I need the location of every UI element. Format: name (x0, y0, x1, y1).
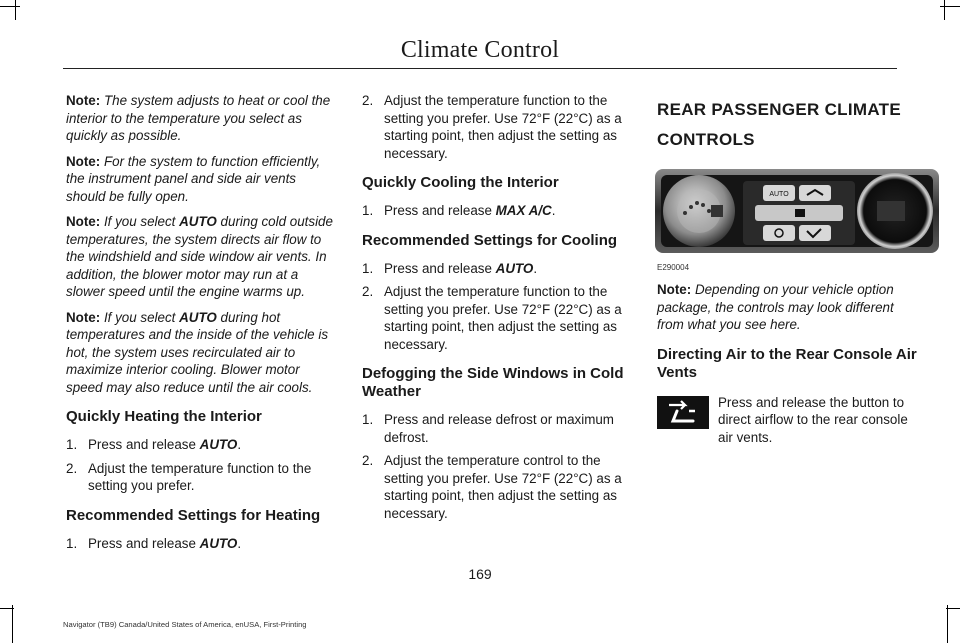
note-auto-cold: Note: If you select AUTO during cold outside temperatures, the system directs air flow to the windshield and side window air vents. In addition, the blower motor may run at a slower speed until the engine warms up. (66, 214, 333, 299)
note-option-package: Note: Depending on your vehicle option package, the controls may look different from what you see here. (657, 282, 894, 332)
list-item: 2. Adjust the temperature control to the setting you prefer. Use 72°F (22°C) as a starting point, then adjust the setting as necessary. (362, 453, 622, 521)
list-item: 1. Press and release defrost or maximum defrost. (362, 412, 614, 445)
column-right (657, 97, 919, 446)
list-item: 2. Adjust the temperature function to the setting you prefer. Use 72°F (22°C) as a starting point, then adjust the setting as necessary. (362, 284, 622, 352)
note-auto-hot: Note: If you select AUTO during hot temperatures and the inside of the vehicle is hot, the system uses recirculated air to maximize interior cooling. Blower motor speed may also reduce until the air cools. (66, 309, 329, 395)
heading-quick-cooling: Quickly Cooling the Interior (362, 174, 559, 191)
crop-mark (946, 608, 960, 609)
vent-instruction (657, 394, 919, 447)
vent-instruction-text: Press and release the button to direct airflow to the rear console air vents. (718, 394, 908, 445)
rear-climate-panel-image (655, 165, 939, 257)
list-item: 1. Press and release AUTO. (362, 260, 538, 276)
heading-quick-heating: Quickly Heating the Interior (66, 408, 262, 425)
list-item: 1. Press and release MAX A/C. (362, 203, 556, 218)
crop-mark (15, 0, 16, 20)
crop-mark (0, 6, 20, 7)
rear-vent-seat-icon (657, 396, 709, 429)
header-rule (63, 68, 897, 69)
crop-mark (940, 6, 960, 7)
note-system-adjusts: Note: The system adjusts to heat or cool the interior to the temperature you select as quickly as possible. (66, 93, 331, 143)
list-item: 2. Adjust the temperature function to the setting you prefer. Use 72°F (22°C) as a starting point, then adjust the setting as necessary. (362, 93, 622, 161)
note-function-efficiently: Note: For the system to function efficiently, the instrument panel and side air vents should be fully open. (66, 153, 321, 204)
heading-defogging: Defogging the Side Windows in Cold Weather (362, 365, 624, 400)
column-middle (362, 92, 634, 528)
list-item: 1. Press and release AUTO. (66, 437, 242, 452)
figure-caption: E290004 (657, 263, 690, 272)
heading-rear-console-vents: Directing Air to the Rear Console Air Vents (657, 345, 917, 381)
crop-mark (12, 605, 13, 643)
crop-mark (944, 0, 945, 20)
svg-text:AUTO: AUTO (769, 191, 789, 198)
list-item: 1. Press and release AUTO. (66, 535, 242, 551)
heading-recommended-heating: Recommended Settings for Heating (66, 506, 321, 524)
heading-recommended-cooling: Recommended Settings for Cooling (362, 231, 618, 249)
crop-mark (947, 605, 948, 643)
footer-text: Navigator (TB9) Canada/United States of America, enUSA, First-Printing (63, 620, 307, 629)
crop-mark (0, 608, 14, 609)
rear-climate-panel-figure (655, 165, 939, 275)
column-left (66, 92, 338, 558)
list-item: 2. Adjust the temperature function to the setting you prefer. (66, 460, 312, 493)
page-number: 169 (468, 566, 492, 582)
heading-rear-climate: REAR PASSENGER CLIMATE CONTROLS (657, 100, 901, 149)
page-title: Climate Control (400, 37, 560, 63)
